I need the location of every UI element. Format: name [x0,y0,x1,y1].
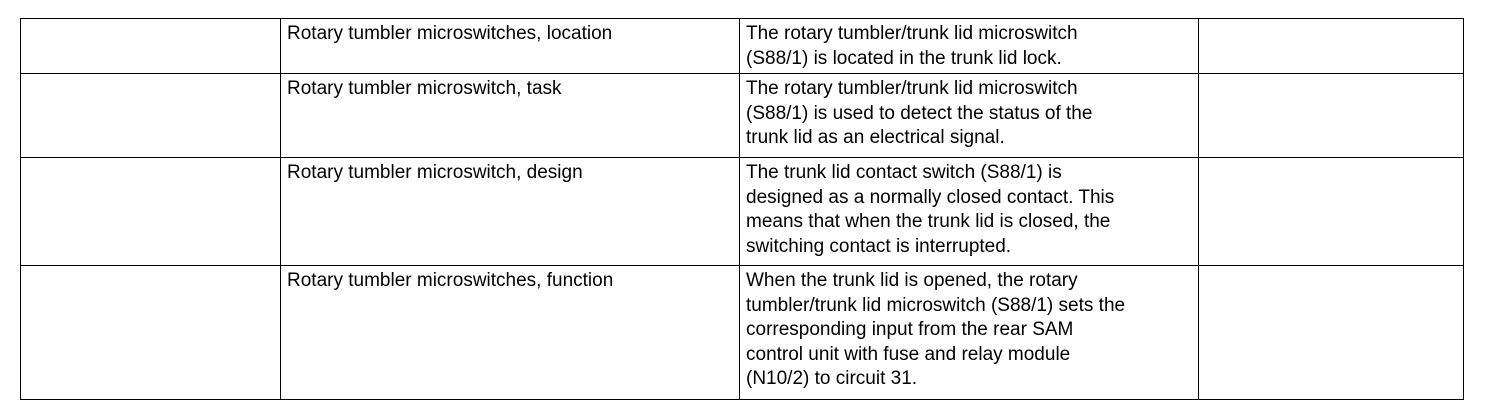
description-line: The rotary tumbler/trunk lid microswitch [746,78,1078,99]
description-line: tumbler/trunk lid microswitch (S88/1) sets the [746,294,1126,316]
description-cell [740,158,1199,266]
description-cell [740,74,1199,158]
blank-cell [21,266,281,400]
table-row [21,19,1464,74]
description-line: control unit with fuse and relay module [746,343,1071,365]
topic-text: Rotary tumbler microswitches, function [287,270,614,291]
description-line: (S88/1) is located in the trunk lid lock. [746,47,1062,69]
blank-cell [21,74,281,158]
topic-cell [281,74,740,158]
description-line: (N10/2) to circuit 31. [746,368,918,389]
description-line: trunk lid as an electrical signal. [746,127,1005,148]
topic-text: Rotary tumbler microswitches, location [287,23,613,44]
table-row [21,158,1464,266]
topic-text: Rotary tumbler microswitch, task [287,78,562,99]
topic-cell [281,19,740,74]
description-line: The rotary tumbler/trunk lid microswitch [746,23,1078,44]
description-line: (S88/1) is used to detect the status of the [746,102,1093,124]
description-line: corresponding input from the rear SAM [746,319,1074,340]
topic-text: Rotary tumbler microswitch, design [287,162,583,183]
blank-cell [21,19,281,74]
topic-cell [281,158,740,266]
description-cell [740,266,1199,400]
blank-cell [1199,19,1464,74]
description-line: means that when the trunk lid is closed, the [746,211,1111,232]
description-cell [740,19,1199,74]
document-table [20,18,1464,400]
blank-cell [1199,74,1464,158]
table-row [21,74,1464,158]
description-line: When the trunk lid is opened, the rotary [746,270,1078,291]
description-line: The trunk lid contact switch (S88/1) is [746,162,1062,183]
blank-cell [1199,266,1464,400]
description-line: designed as a normally closed contact. This [746,186,1115,208]
table-row [21,266,1464,400]
description-line: switching contact is interrupted. [746,235,1012,257]
blank-cell [21,158,281,266]
topic-cell [281,266,740,400]
blank-cell [1199,158,1464,266]
